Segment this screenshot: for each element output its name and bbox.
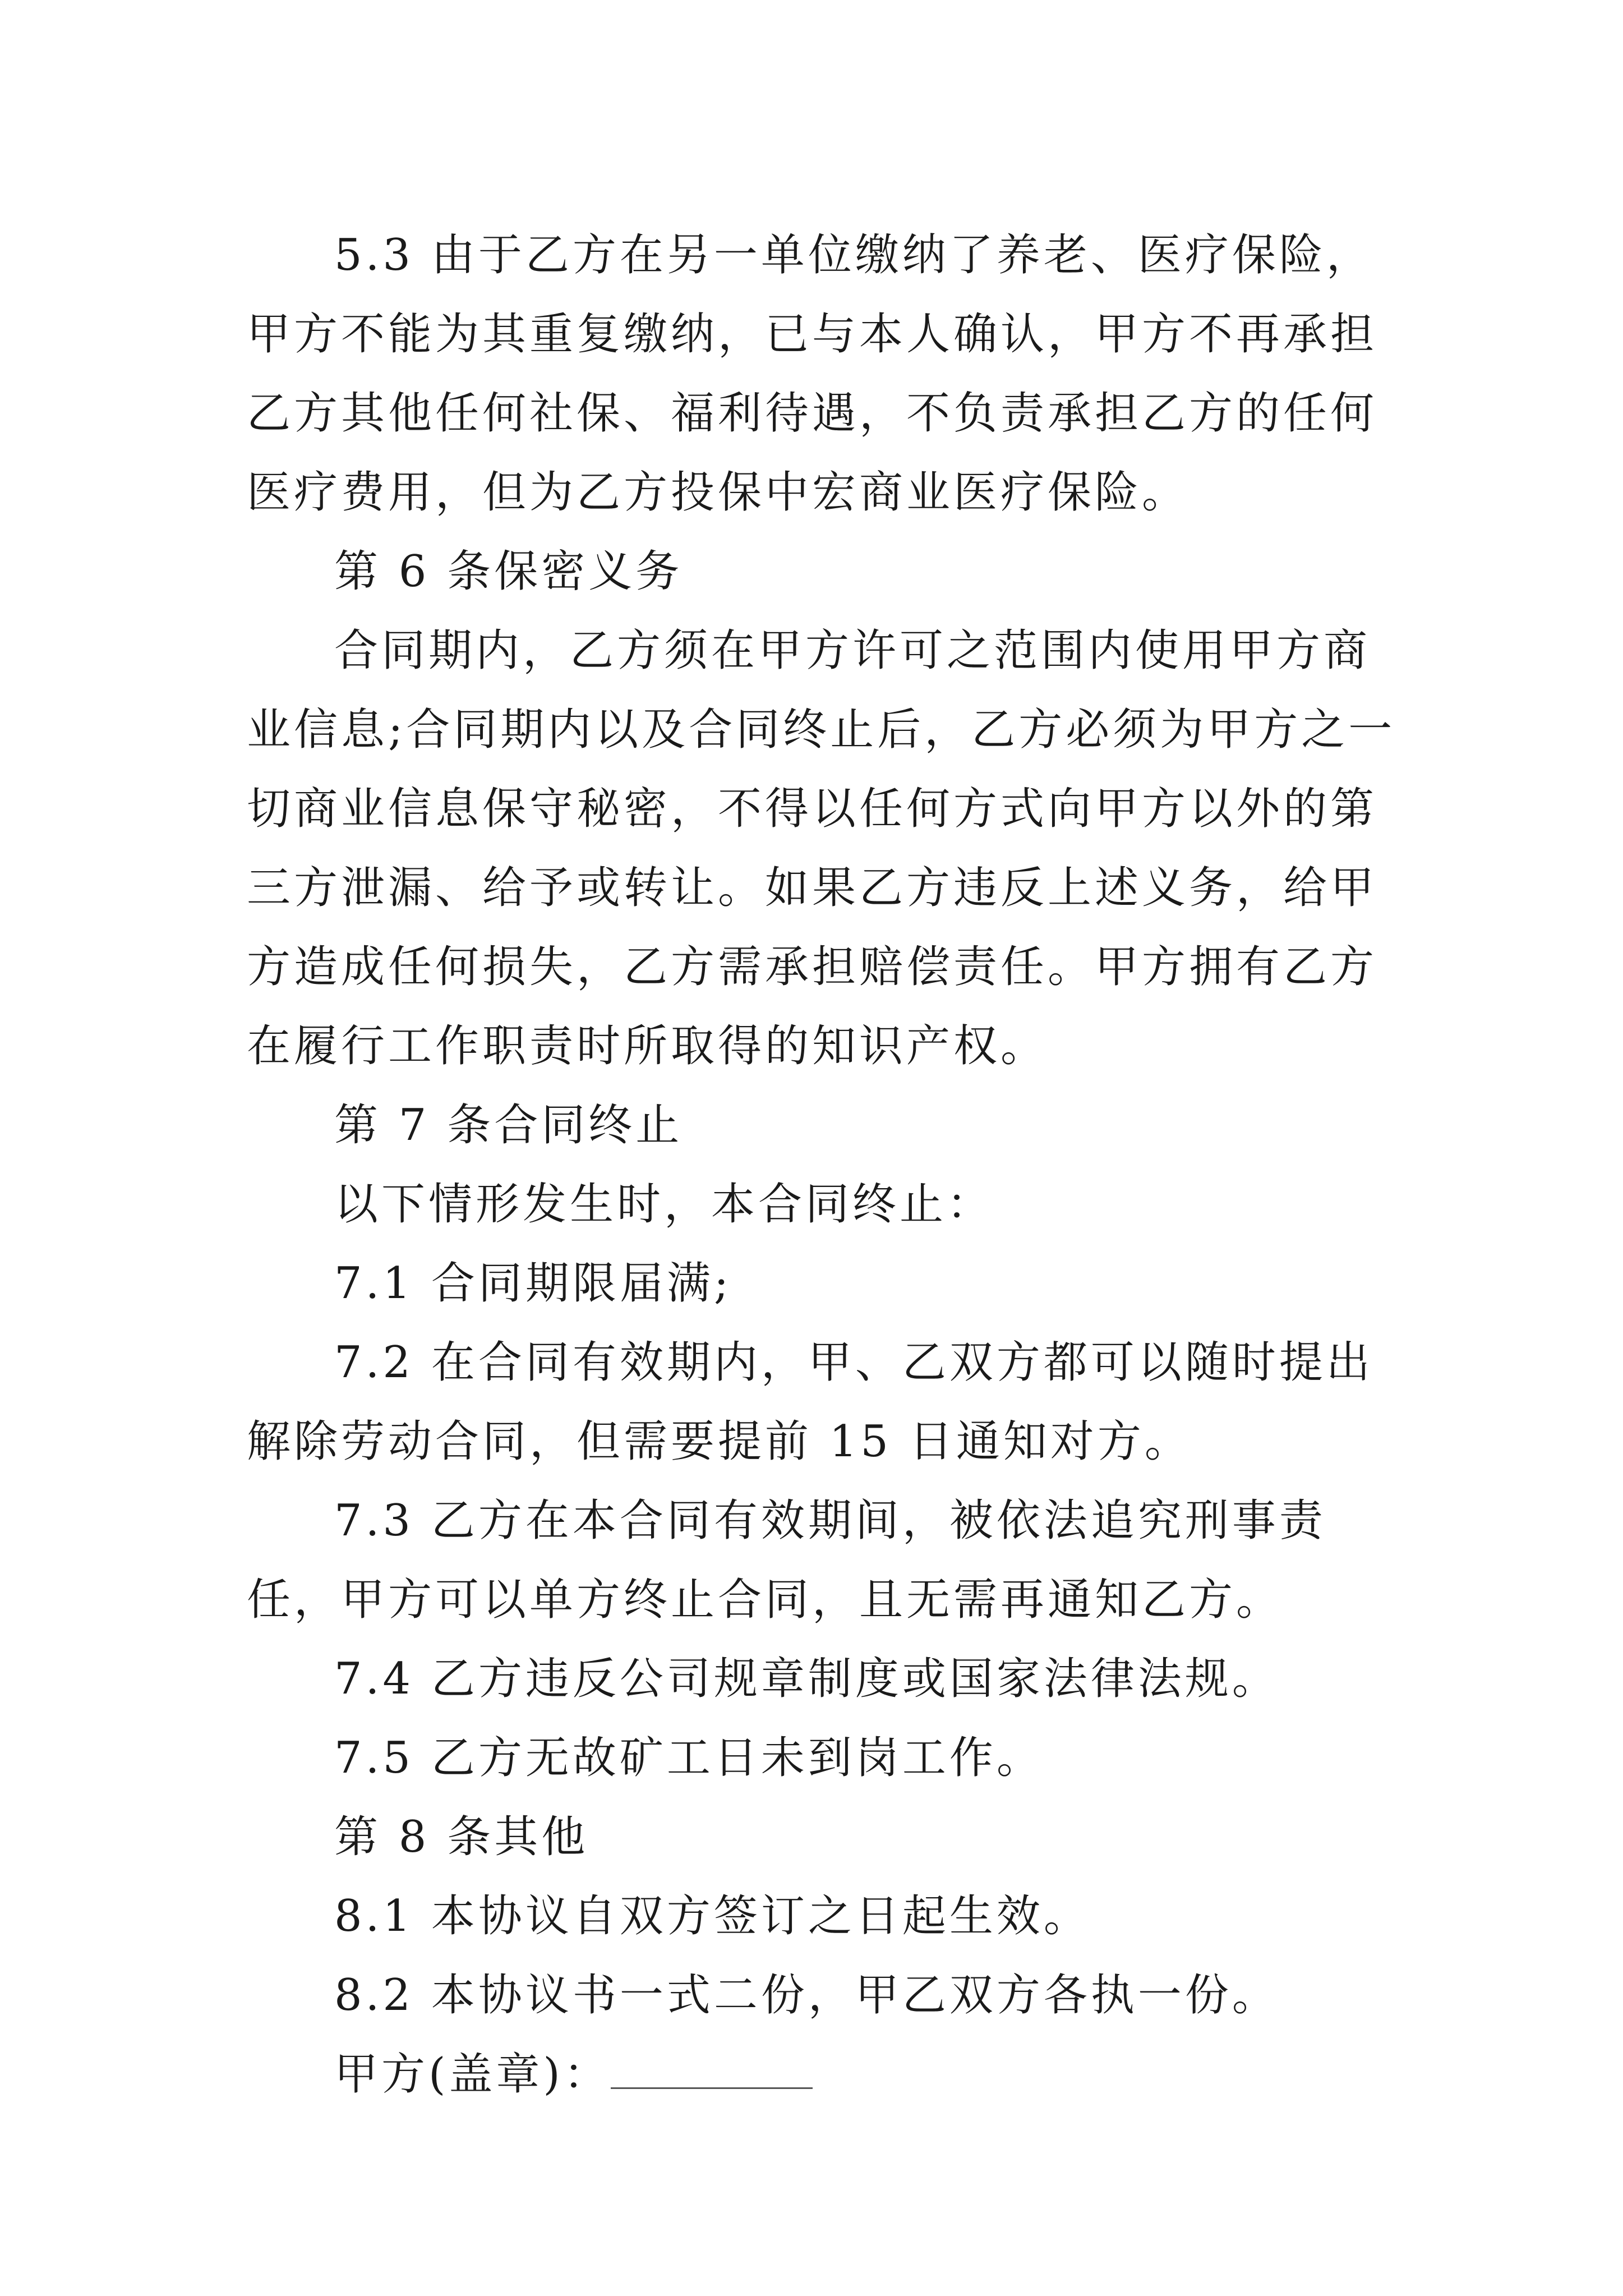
clause-7-4: 7.4 乙方违反公司规章制度或国家法律法规。	[334, 1654, 1279, 1704]
termination-intro: 以下情形发生时，本合同终止：	[334, 1179, 994, 1230]
heading-article-6: 第 6 条保密义务	[334, 546, 683, 597]
clause-7-2: 7.2 在合同有效期内，甲、乙双方都可以随时提出解除劳动合同，但需要提前 15 日通知对方。	[247, 1337, 1373, 1467]
clause-8-2: 8.2 本协议书一式二份，甲乙双方各执一份。	[334, 1970, 1279, 2021]
signature-label: 甲方(盖章)：	[334, 2049, 611, 2100]
clause-8-1: 8.1 本协议自双方签订之日起生效。	[334, 1891, 1091, 1941]
clause-7-3: 7.3 乙方在本合同有效期间，被依法追究刑事责任，甲方可以单方终止合同，且无需再通知乙方。	[247, 1496, 1326, 1625]
signature-line	[247, 2035, 1396, 2114]
clause-7-1: 7.1 合同期限届满;	[334, 1258, 732, 1309]
clause-7-5: 7.5 乙方无故矿工日未到岗工作。	[334, 1733, 1044, 1783]
document-body	[247, 216, 1396, 2114]
signature-blank[interactable]	[611, 2054, 813, 2089]
heading-article-8: 第 8 条其他	[334, 1812, 589, 1862]
clause-confidentiality: 合同期内，乙方须在甲方许可之范围内使用甲方商业信息;合同期内以及合同终止后，乙方必须为甲方之一切商业信息保守秘密，不得以任何方式向甲方以外的第三方泄漏、给予或转让。如果乙方违反上述义务，给甲方造成任何损失，乙方需承担赔偿责任。甲方拥有乙方在履行工作职责时所取得的知识产权。	[247, 625, 1396, 1071]
heading-article-7: 第 7 条合同终止	[334, 1100, 683, 1151]
clause-5-3: 5.3 由于乙方在另一单位缴纳了养老、医疗保险，甲方不能为其重复缴纳，已与本人确认，甲方不再承担乙方其他任何社保、福利待遇，不负责承担乙方的任何医疗费用，但为乙方投保中宏商业医疗保险。	[247, 230, 1378, 518]
